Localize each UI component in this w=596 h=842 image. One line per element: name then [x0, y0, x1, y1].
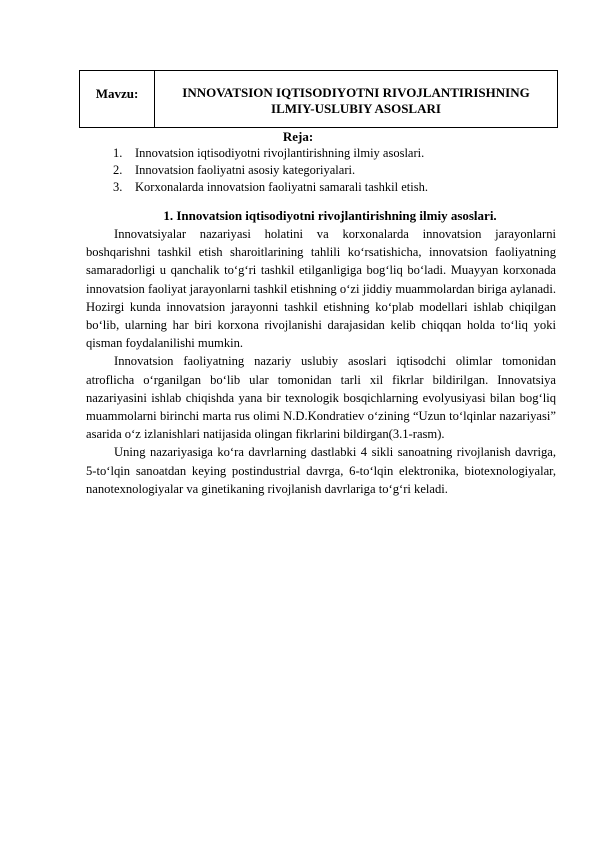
- plan-item: [113, 145, 553, 162]
- topic-title: INNOVATSION IQTISODIYOTNI RIVOJLANTIRISHNING ILMIY-USLUBIY ASOSLARI: [182, 85, 530, 116]
- paragraph: Innovatsion faoliyatning nazariy uslubiy asoslari iqtisodchi olimlar tomonidan atroflicha o‘rganilgan bo‘lib ular tomonidan tarli xil fikrlar bildirilgan. Innovatsiya nazariyasini ishlab chiqishda yana bir texnologik bosqichlarning evolyusiyasi bilan bog‘liq muammolarni birinchi marta rus olimi N.D.Kondratiev o‘zining “Uzun to‘lqinlar nazariyasi” asarida o‘z izlanishlari natijasida olingan fikrlarini bildirgan(3.1-rasm).: [86, 354, 556, 442]
- plan-item: [113, 179, 553, 196]
- topic-label: Mavzu:: [80, 71, 155, 127]
- section-heading: 1. Innovatsion iqtisodiyotni rivojlantirishning ilmiy asoslari.: [163, 208, 497, 223]
- plan-heading: Reja:: [282, 129, 314, 144]
- plan-list: [113, 145, 553, 196]
- plan-item-text: Korxonalarda innovatsion faoliyatni samarali tashkil etish.: [135, 180, 428, 194]
- paragraph: Uning nazariyasiga ko‘ra davrlarning dastlabki 4 sikli sanoatning rivojlanish davriga, 5-to‘lqin sanoatdan keying postindustrial davrga, 6-to‘lqin elektronika, biotexnologiyalar, nanotexnologiyalar va ginetikaning rivojlanish davrlariga to‘g‘ri keladi.: [86, 445, 556, 496]
- paragraph: Innovatsiyalar nazariyasi holatini va korxonalarda innovatsion jarayonlarni boshqarishni tashkil etish sharoitlarining tahlili ko‘rsatishicha, innovatsion faoliyatning samaradorligi u qanchalik to‘g‘ri tashkil etilganligiga bog‘liq bo‘ladi. Muayyan korxonada innovatsion faoliyat jarayonlarni tashkil etishning o‘zi jiddiy muammolardan biriga aylanadi. Hozirgi kunda innovatsion jarayonni tashkil etishning ko‘plab modellari ishlab chiqilgan bo‘lib, ularning har biri korxona rivojlanishi darajasidan kelib chiqqan holda to‘liq yoki qisman foydalanilishi mumkin.: [86, 227, 556, 351]
- section-body: [86, 225, 556, 498]
- plan-item-number: 3.: [113, 180, 123, 194]
- plan-item-text: Innovatsion faoliyatni asosiy kategoriyalari.: [135, 163, 356, 177]
- plan-item: [113, 162, 553, 179]
- plan-item-number: 1.: [113, 146, 123, 160]
- plan-item-text: Innovatsion iqtisodiyotni rivojlantirishning ilmiy asoslari.: [135, 146, 425, 160]
- plan-item-number: 2.: [113, 163, 123, 177]
- topic-table: [79, 70, 558, 128]
